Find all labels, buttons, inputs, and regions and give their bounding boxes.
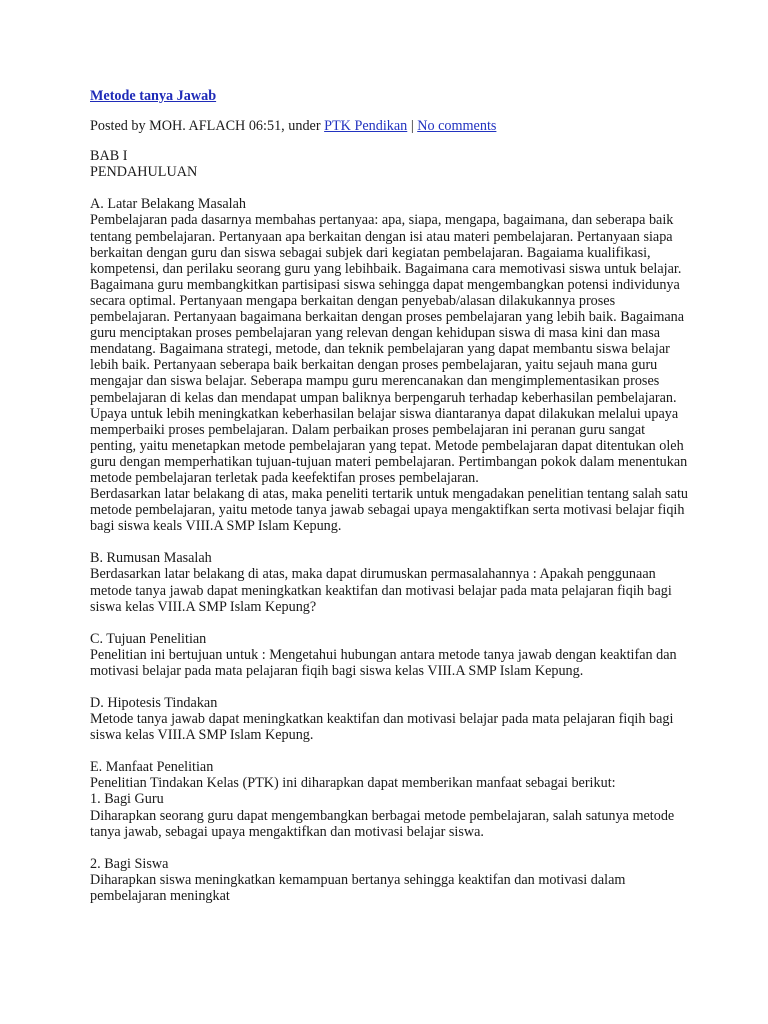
posted-by-text: Posted by MOH. AFLACH 06:51, under xyxy=(90,118,325,135)
subheading-bagi-siswa: 2. Bagi Siswa xyxy=(90,855,169,872)
paragraph-line: pembelajaran. Pertanyaan bagaimana berkaitan dengan proses pembelajaran yang lebih baik. Bagaimana xyxy=(90,309,685,326)
document-page xyxy=(90,88,689,920)
section-heading: E. Manfaat Penelitian xyxy=(90,759,214,776)
paragraph-line: tanya jawab, sebagai upaya mengaktifkan dan motivasi belajar siswa. xyxy=(90,823,484,840)
section-heading: A. Latar Belakang Masalah xyxy=(90,196,247,213)
category-link[interactable]: PTK Pendikan xyxy=(324,118,408,135)
section-bagi-siswa xyxy=(90,856,680,904)
paragraph-line: siswa kelas VIII.A SMP Islam Kepung? xyxy=(90,598,317,615)
section-tujuan-penelitian xyxy=(90,631,680,679)
section-manfaat-penelitian xyxy=(90,759,680,839)
paragraph-line: lebih baik. Pertanyaan seberapa baik berkaitan dengan proses pembelajaran, yaitu sejauh mana guru xyxy=(90,357,658,374)
paragraph-line: metode pembelajaran, yaitu metode tanya jawab sebagai upaya mengaktifkan serta motivasi belajar fiqih xyxy=(90,502,685,519)
paragraph-line: Diharapkan seorang guru dapat mengembangkan berbagai metode pembelajaran, salah satunya metode xyxy=(90,807,675,824)
paragraph-line: motivasi belajar pada mata pelajaran fiqih bagi siswa kelas VIII.A SMP Islam Kepung. xyxy=(90,662,584,679)
paragraph-line: Berdasarkan latar belakang di atas, maka dapat dirumuskan permasalahannya : Apakah penggunaan xyxy=(90,566,656,583)
chapter-heading xyxy=(90,148,680,180)
meta-separator: | xyxy=(407,118,418,135)
paragraph-line: mendatang. Bagaimana strategi, metode, dan teknik pembelajaran yang dapat membantu siswa belajar xyxy=(90,341,670,358)
section-heading: C. Tujuan Penelitian xyxy=(90,630,207,647)
paragraph-line: bagi siswa keals VIII.A SMP Islam Kepung. xyxy=(90,518,342,535)
paragraph-line: metode tanya jawab dapat meningkatkan keaktifan dan motivasi belajar pada mata pelajaran fiqih bagi xyxy=(90,582,672,599)
paragraph-line: secara optimal. Pertanyaan mengapa berkaitan dengan penyebab/alasan dilakukannya proses xyxy=(90,292,616,309)
paragraph-line: Upaya untuk lebih meningkatkan keberhasilan belajar siswa diantaranya dapat dilakukan melalui upaya xyxy=(90,405,679,422)
paragraph-line: Bagaimana guru membangkitkan partisipasi siswa sehingga dapat mengembangkan potensi individunya xyxy=(90,276,680,293)
section-rumusan-masalah xyxy=(90,550,680,614)
paragraph-line: kompetensi, dan perilaku seorang guru yang lebihbaik. Bagaimana cara memotivasi siswa untuk belajar. xyxy=(90,260,682,277)
paragraph-line: pembelajaran di kelas dan mendapat umpan baliknya berpengaruh terhadap keberhasilan pembelajaran. xyxy=(90,389,677,406)
paragraph-line: siswa kelas VIII.A SMP Islam Kepung. xyxy=(90,727,314,744)
post-title-link[interactable]: Metode tanya Jawab xyxy=(90,88,217,104)
paragraph-line: metode pembelajaran terletak pada keefektifan proses pembelajaran. xyxy=(90,469,479,486)
paragraph-line: pembelajaran meningkat xyxy=(90,887,230,904)
section-heading: D. Hipotesis Tindakan xyxy=(90,695,218,711)
paragraph-line: Diharapkan siswa meningkatkan kemampuan bertanya sehingga keaktifan dan motivasi dalam xyxy=(90,871,626,888)
paragraph-line: Penelitian Tindakan Kelas (PTK) ini diharapkan dapat memberikan manfaat sebagai berikut: xyxy=(90,775,616,792)
section-heading: B. Rumusan Masalah xyxy=(90,550,212,567)
paragraph-line: Metode tanya jawab dapat meningkatkan keaktifan dan motivasi belajar pada mata pelajaran fiqih bagi xyxy=(90,711,674,728)
paragraph-line: guru menciptakan proses pembelajaran yang relevan dengan kehidupan siswa di masa kini dan masa xyxy=(90,325,661,342)
subheading-bagi-guru: 1. Bagi Guru xyxy=(90,791,164,808)
chapter-title: PENDAHULUAN xyxy=(90,164,198,181)
paragraph-line: Pembelajaran pada dasarnya membahas pertanyaa: apa, siapa, mengapa, bagaimana, dan seberapa baik xyxy=(90,212,674,229)
paragraph-line: memperbaiki proses pembelajaran. Dalam perbaikan proses pembelajaran ini peranan guru sangat xyxy=(90,421,646,438)
paragraph-line: Berdasarkan latar belakang di atas, maka peneliti tertarik untuk mengadakan penelitian tentang salah satu xyxy=(90,486,689,503)
section-latar-belakang xyxy=(90,196,689,535)
paragraph-line: berkaitan dengan guru dan siswa sebagai subjek dari kegiatan pembelajaran. Bagaiama kualifikasi, xyxy=(90,244,651,261)
paragraph-line: penting, yaitu menetapkan metode pembelajaran yang tepat. Metode pembelajaran dapat ditentukan oleh xyxy=(90,437,684,454)
paragraph-line: tentang pembelajaran. Pertanyaan apa berkaitan dengan isi atau materi pembelajaran. Pertanyaan siapa xyxy=(90,228,673,245)
section-hipotesis-tindakan xyxy=(90,695,680,743)
paragraph-line: mengajar dan siswa belajar. Seberapa mampu guru merencanakan dan mengimplementasikan proses xyxy=(90,373,660,390)
paragraph-line: Penelitian ini bertujuan untuk : Mengetahui hubungan antara metode tanya jawab dengan keaktifan dan xyxy=(90,646,677,663)
post-meta xyxy=(90,118,680,134)
chapter-number: BAB I xyxy=(90,148,128,165)
paragraph-line: guru dengan memperhatikan tujuan-tujuan materi pembelajaran. Pertimbangan pokok dalam menentukan xyxy=(90,453,688,470)
comments-link[interactable]: No comments xyxy=(417,118,497,135)
